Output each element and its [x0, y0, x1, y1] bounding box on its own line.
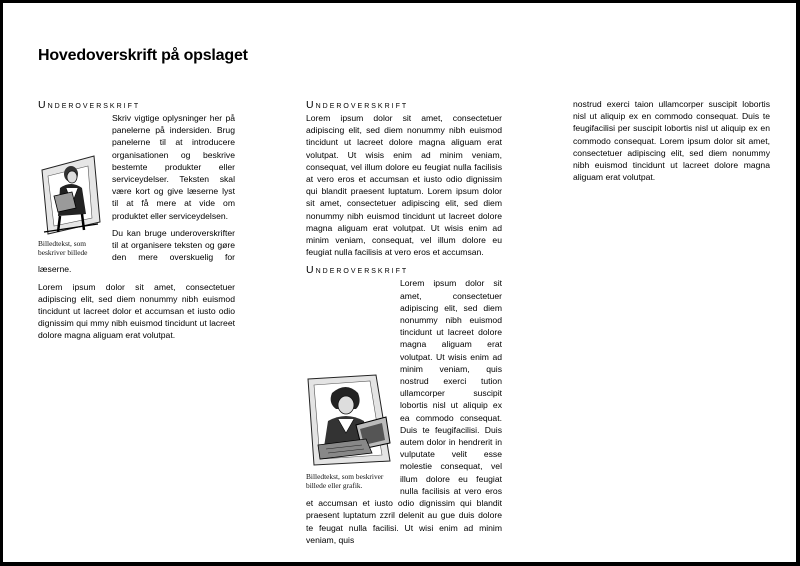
column-1-figure-caption: Billedtekst, som beskriver billede [38, 239, 88, 257]
column-2-paragraph-1: Lorem ipsum dolor sit amet, consectetuer adipiscing elit, sed diem nonummy nibh euismod tincidunt ut lacreet dolore magna aliguam erat volutpat. Ut wisis enim ad minim veniam, consequat, vel illum dolore eu feugiat nulla facilisis at vero eros et accumsan et iusto odio dignissim qui blandit praesent luptatum. Lorem ipsum dolor sit amet, consectetuer adipiscing elit, sed diem nonummy nibh euismod tincidunt ut lacreet dolore magna aliguam erat volutpat. Ut wisis enim ad minim veniam, consequat, vel illum dolore eu feugiat nulla facilisis at vero eros et accumsan. [306, 113, 502, 258]
column-3-paragraph-1: nostrud exerci taion ullamcorper suscipit lobortis nisl ut aliquip ex en commodo consequat. Duis te feugifacilisi per suscipit lobortis nisl ut aliquip ex en commodo consequat. Lorem ipsum dolor sit amet, consectetuer adipiscing elit, sed diem nonummy nibh euismod tincidunt ut lacreet dolore magna aliguam erat volutpat. [573, 99, 770, 183]
column-2-heading-2: Underoverskrift [306, 264, 409, 277]
man-at-computer-clipart-icon [306, 373, 394, 469]
column-1 [38, 98, 235, 347]
column-2-heading-1: Underoverskrift [306, 99, 409, 111]
column-2-para-2-wrap [306, 277, 502, 545]
column-1-heading: Underoverskrift [38, 99, 141, 111]
page-title: Hovedoverskrift på opslaget [38, 47, 248, 64]
column-1-paragraph-1: Skriv vigtige oplysninger her på panelerne på indersiden. Brug panelerne til at introducere organisationen og beskrive bestemte produkter eller serviceydelser. Teksten skal være kort og give læserne lyst til at få mere at vide om produktet eller serviceydelsen. [112, 113, 235, 221]
column-1-paragraph-3: Lorem ipsum dolor sit amet, consectetuer adipiscing elit, sed diem nonummy nibh euismod tincidunt ut lacreet dolor et accumsan et iusto odio dignissim qui mmy nibh euismod tincidunt ut lacreet dolore magna aliguam erat volutpat. [38, 281, 235, 341]
column-2-paragraph-2: Lorem ipsum dolor sit amet, consectetuer adipiscing elit, sed diem nonummy nibh euismod tincidunt ut lacreet dolore magna aliguam erat volutpat. Ut wisis enim ad minim veniam, quis nostrud exerci tution ullamcorper suscipit lobortis nisl ut aliquip ex ea commodo consequat. Duis te feugifacilisi. Duis autem dolor in hendrerit in vulputate velit esse molestie consequat, vel illum dolore eu feugiat nulla facilisis at vero eros et accumsan et iusto odio dignissim qui blandit praesent luptatum zzril delenit au gue duis dolore te feugat nulla facilisi. Ut wisi enim ad minim veniam, quis [306, 278, 502, 545]
column-2 [306, 98, 502, 551]
column-2-figure-caption: Billedtekst, som beskriver billede eller grafik. [306, 472, 384, 491]
woman-with-folder-clipart-icon [38, 152, 104, 236]
column-2-figure [306, 373, 394, 490]
column-1-paragraph-2: Du kan bruge underoverskrifter til at organisere teksten og gøre den mere overskuelig for læserne. [38, 227, 235, 275]
column-3 [573, 98, 770, 188]
column-1-figure [38, 152, 104, 257]
